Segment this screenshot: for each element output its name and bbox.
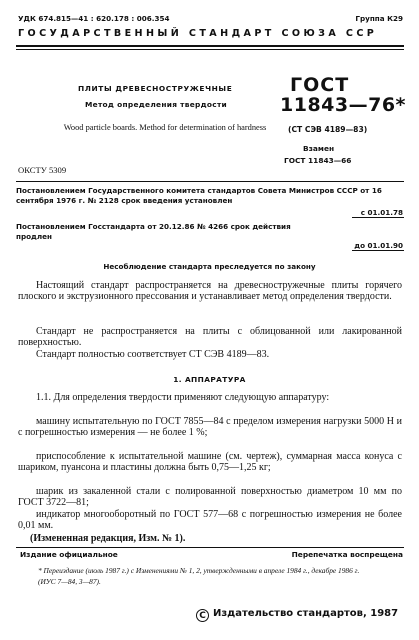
gost-number: 11843—76* (280, 94, 406, 116)
gost-label: ГОСТ (290, 74, 350, 96)
official-edition-label: Издание официальное (20, 550, 118, 559)
udk-code: УДК 674.815—41 : 620.178 : 006.354 (18, 14, 170, 23)
okstu-code: ОКСТУ 5309 (18, 165, 67, 175)
clause-1-1: 1.1. Для определения твердости применяют следующую аппаратуру: (36, 392, 330, 403)
replaces-value: ГОСТ 11843—66 (284, 156, 352, 165)
title-english: Wood particle boards. Method for determination of hardness (63, 123, 267, 132)
copyright-text: Издательство стандартов, 1987 (213, 608, 399, 619)
replaces-label: Взамен (303, 144, 335, 153)
subtitle-russian: Метод определения твердости (85, 100, 228, 109)
decree-introduction: Постановлением Государственного комитета стандартов Совета Министров СССР от 16 сентября 1976 г. № 2128 срок введения установлен (16, 186, 382, 205)
st-sev-reference: (СТ СЭВ 4189—83) (288, 125, 368, 134)
reprint-prohibited-label: Перепечатка воспрещена (291, 550, 403, 559)
item-testing-machine: машину испытательную по ГОСТ 7855—84 с пределом измерения нагрузки 5000 Н и с погрешностью измерения — не более 1 %; (18, 416, 402, 439)
scope-paragraph: Настоящий стандарт распространяется на древесностружечные плиты горячего плоского и экструзионного прессования и устанавливает метод определения твердости. (18, 280, 402, 303)
footer-rule (16, 547, 404, 548)
compliance-paragraph: Стандарт полностью соответствует СТ СЭВ 4189—83. (36, 349, 270, 360)
violation-notice: Несоблюдение стандарта преследуется по закону (103, 262, 316, 271)
amendment-note: (Измененная редакция, Изм. № 1). (30, 533, 186, 544)
header-rule-thick (16, 45, 404, 47)
group-code: Группа К29 (355, 14, 403, 23)
extension-date-underline (352, 250, 404, 251)
copyright-icon: С (196, 609, 209, 622)
item-steel-ball: шарик из закаленной стали с полированной поверхностью диаметром 10 мм по ГОСТ 3722—81; (18, 486, 402, 509)
title-russian: ПЛИТЫ ДРЕВЕСНОСТРУЖЕЧНЫЕ (78, 84, 233, 93)
decree-extension: Постановлением Госстандарта от 20.12.86 № 4266 срок действия продлен (16, 222, 291, 241)
copyright-line (196, 608, 398, 622)
reissue-footnote: * Переиздание (июль 1987 г.) с Изменениями № 1, 2, утвержденными в апреле 1984 г., декабре 1986 г. (ИУС 7—84, 3—87). (38, 566, 360, 586)
item-fixture: приспособление к испытательной машине (см. чертеж), суммарная масса конуса с шариком, пуансона и пластины должна быть 0,75—1,25 кг; (18, 451, 402, 474)
section-divider (16, 181, 404, 182)
section-heading-apparatus: 1. АППАРАТУРА (173, 375, 246, 384)
item-indicator: индикатор многооборотный по ГОСТ 577—68 с погрешностью измерения не более 0,01 мм. (18, 509, 402, 532)
header-rule-thin (16, 49, 404, 50)
state-standard-banner: ГОСУДАРСТВЕННЫЙ СТАНДАРТ СОЮЗА ССР (18, 28, 378, 39)
introduction-date: с 01.01.78 (360, 208, 403, 217)
extension-date: до 01.01.90 (354, 241, 403, 250)
exclusion-paragraph: Стандарт не распространяется на плиты с облицованной или лакированной поверхностью. (18, 326, 402, 349)
introduction-date-underline (352, 217, 404, 218)
